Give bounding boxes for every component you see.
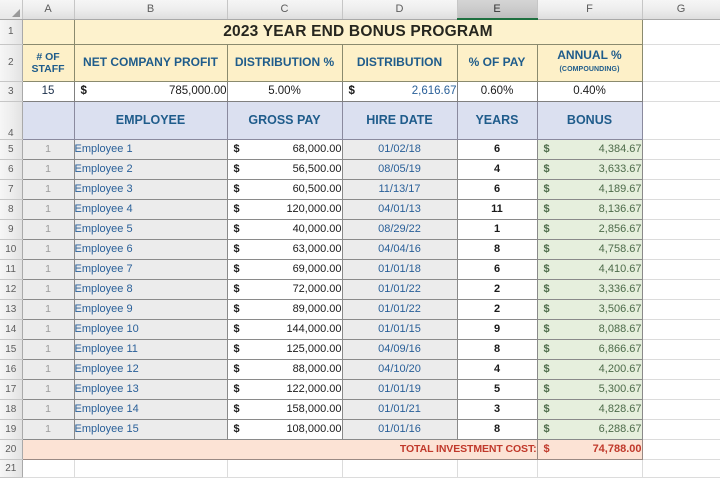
cell-years[interactable]: 6: [457, 179, 537, 199]
total-pad-b: [74, 439, 227, 459]
cell-years[interactable]: 4: [457, 359, 537, 379]
cell-bonus[interactable]: [537, 179, 642, 199]
empty-cell-g[interactable]: [642, 359, 720, 379]
row-header-1[interactable]: 1: [0, 19, 22, 44]
empty-cell-g[interactable]: [642, 279, 720, 299]
table-row: [0, 339, 720, 359]
empty-cell-g3[interactable]: [642, 81, 720, 101]
cell-hire-date[interactable]: 08/29/22: [342, 219, 457, 239]
cell-hire-date[interactable]: 04/01/13: [342, 199, 457, 219]
column-header-row: [0, 0, 720, 19]
cell-employee-name[interactable]: Employee 4: [74, 199, 227, 219]
cell-count[interactable]: 1: [22, 419, 74, 439]
empty-cell-g[interactable]: [642, 419, 720, 439]
table-row: [0, 419, 720, 439]
cell-employee-name[interactable]: Employee 15: [74, 419, 227, 439]
table-row: [0, 319, 720, 339]
cell-count[interactable]: 1: [22, 359, 74, 379]
cell-bonus[interactable]: [537, 159, 642, 179]
cell-bonus[interactable]: [537, 199, 642, 219]
table-row: [0, 259, 720, 279]
currency-symbol-icon: $: [543, 423, 550, 435]
value-num-of-staff[interactable]: 15: [22, 81, 74, 101]
cell-years[interactable]: 5: [457, 379, 537, 399]
cell-employee-name[interactable]: Employee 10: [74, 319, 227, 339]
table-header-bonus: BONUS: [537, 101, 642, 139]
table-header-employee: EMPLOYEE: [74, 101, 227, 139]
cell-hire-date[interactable]: 04/09/16: [342, 339, 457, 359]
cell-bonus-amount: 8,088.67: [598, 323, 642, 335]
cell-bonus-amount: 4,410.67: [598, 263, 642, 275]
cell-gross-pay[interactable]: [227, 339, 342, 359]
table-row: [0, 379, 720, 399]
cell-gross-pay[interactable]: [227, 219, 342, 239]
cell-employee-name[interactable]: Employee 14: [74, 399, 227, 419]
cell-hire-date[interactable]: 01/01/18: [342, 259, 457, 279]
cell-count[interactable]: 1: [22, 379, 74, 399]
currency-symbol-icon: $: [233, 223, 240, 235]
empty-cell-g[interactable]: [642, 299, 720, 319]
select-all-corner[interactable]: [0, 0, 22, 19]
cell-gross-pay[interactable]: [227, 239, 342, 259]
empty-cell-d21[interactable]: [342, 459, 457, 477]
cell-bonus[interactable]: [537, 259, 642, 279]
row-header-3[interactable]: 3: [0, 81, 22, 101]
currency-symbol-icon: $: [543, 323, 550, 335]
cell-gross-pay-amount: 120,000.00: [286, 203, 342, 215]
cell-bonus[interactable]: [537, 419, 642, 439]
currency-symbol-icon: $: [543, 403, 550, 415]
table-row: [0, 139, 720, 159]
cell-employee-name[interactable]: Employee 6: [74, 239, 227, 259]
cell-gross-pay[interactable]: [227, 379, 342, 399]
row-header-18[interactable]: 18: [0, 399, 22, 419]
currency-symbol-icon: $: [233, 423, 240, 435]
row-header-13[interactable]: 13: [0, 299, 22, 319]
cell-count[interactable]: 1: [22, 239, 74, 259]
cell-gross-pay-amount: 108,000.00: [286, 423, 342, 435]
currency-symbol-icon: $: [233, 283, 240, 295]
cell-gross-pay[interactable]: [227, 159, 342, 179]
empty-cell-a21[interactable]: [22, 459, 74, 477]
empty-cell-g[interactable]: [642, 399, 720, 419]
empty-cell-b21[interactable]: [74, 459, 227, 477]
cell-employee-name[interactable]: Employee 11: [74, 339, 227, 359]
cell-bonus[interactable]: [537, 139, 642, 159]
empty-cell-g4[interactable]: [642, 101, 720, 139]
currency-symbol-icon: $: [233, 203, 240, 215]
empty-cell-e21[interactable]: [457, 459, 537, 477]
row-header-14[interactable]: 14: [0, 319, 22, 339]
cell-bonus-amount: 8,136.67: [598, 203, 642, 215]
cell-hire-date[interactable]: 04/04/16: [342, 239, 457, 259]
table-header-gross-pay: GROSS PAY: [227, 101, 342, 139]
cell-years[interactable]: 4: [457, 159, 537, 179]
cell-gross-pay[interactable]: [227, 259, 342, 279]
cell-gross-pay-amount: 56,500.00: [292, 163, 342, 175]
cell-count[interactable]: 1: [22, 319, 74, 339]
column-header-c[interactable]: C: [227, 0, 342, 19]
table-row: [0, 399, 720, 419]
header-annual-pct-sub: (COMPOUNDING): [559, 66, 620, 73]
currency-symbol-icon: $: [543, 363, 550, 375]
cell-bonus[interactable]: [537, 299, 642, 319]
cell-years[interactable]: 6: [457, 139, 537, 159]
cell-bonus[interactable]: [537, 319, 642, 339]
cell-bonus-amount: 3,336.67: [598, 283, 642, 295]
cell-count[interactable]: 1: [22, 399, 74, 419]
row-header-12[interactable]: 12: [0, 279, 22, 299]
cell-years[interactable]: 8: [457, 239, 537, 259]
table-row: [0, 279, 720, 299]
cell-years[interactable]: 1: [457, 219, 537, 239]
column-header-b[interactable]: B: [74, 0, 227, 19]
empty-cell-g[interactable]: [642, 219, 720, 239]
row-header-17[interactable]: 17: [0, 379, 22, 399]
column-header-e[interactable]: E: [457, 0, 537, 19]
cell-years[interactable]: 8: [457, 419, 537, 439]
cell-years[interactable]: 11: [457, 199, 537, 219]
cell-hire-date[interactable]: 01/01/16: [342, 419, 457, 439]
header-staff-line2: STAFF: [31, 62, 65, 75]
cell-gross-pay-amount: 40,000.00: [292, 223, 342, 235]
title-left-pad: [22, 19, 74, 44]
value-net-company-profit[interactable]: [74, 81, 227, 101]
cell-hire-date[interactable]: 01/01/21: [342, 399, 457, 419]
currency-symbol-icon: $: [233, 403, 240, 415]
cell-gross-pay-amount: 144,000.00: [286, 323, 342, 335]
row-header-5[interactable]: 5: [0, 139, 22, 159]
header-annual-pct: [537, 44, 642, 81]
cell-years[interactable]: 6: [457, 259, 537, 279]
empty-cell-g[interactable]: [642, 379, 720, 399]
table-header-blank: [22, 101, 74, 139]
cell-gross-pay[interactable]: [227, 419, 342, 439]
cell-gross-pay[interactable]: [227, 279, 342, 299]
row-3: [0, 81, 720, 101]
row-header-11[interactable]: 11: [0, 259, 22, 279]
table-row: [0, 179, 720, 199]
header-distribution: DISTRIBUTION: [342, 44, 457, 81]
cell-bonus-amount: 4,189.67: [598, 183, 642, 195]
row-21: [0, 459, 720, 477]
cell-gross-pay-amount: 60,500.00: [292, 183, 342, 195]
currency-symbol-icon: $: [543, 343, 550, 355]
cell-bonus-amount: 3,633.67: [598, 163, 642, 175]
column-header-f[interactable]: F: [537, 0, 642, 19]
empty-cell-g20[interactable]: [642, 439, 720, 459]
cell-gross-pay-amount: 88,000.00: [292, 363, 342, 375]
cell-bonus-amount: 4,384.67: [598, 143, 642, 155]
table-row: [0, 159, 720, 179]
cell-years[interactable]: 9: [457, 319, 537, 339]
currency-symbol-icon: $: [233, 383, 240, 395]
currency-symbol-icon: $: [543, 283, 550, 295]
total-pad-c: [227, 439, 342, 459]
empty-cell-g1[interactable]: [642, 19, 720, 44]
empty-cell-g[interactable]: [642, 159, 720, 179]
table-row: [0, 199, 720, 219]
page-title: 2023 YEAR END BONUS PROGRAM: [74, 19, 642, 44]
cell-hire-date[interactable]: 01/01/22: [342, 299, 457, 319]
cell-years[interactable]: 2: [457, 279, 537, 299]
currency-symbol-icon: $: [233, 263, 240, 275]
cell-hire-date[interactable]: 01/01/22: [342, 279, 457, 299]
cell-bonus[interactable]: [537, 379, 642, 399]
cell-hire-date[interactable]: 08/05/19: [342, 159, 457, 179]
currency-symbol-icon: $: [543, 263, 550, 275]
row-header-16[interactable]: 16: [0, 359, 22, 379]
cell-count[interactable]: 1: [22, 219, 74, 239]
cell-years[interactable]: 2: [457, 299, 537, 319]
row-header-15[interactable]: 15: [0, 339, 22, 359]
cell-bonus-amount: 4,828.67: [598, 403, 642, 415]
currency-symbol-icon: $: [543, 223, 550, 235]
column-header-d[interactable]: D: [342, 0, 457, 19]
value-annual-pct[interactable]: 0.40%: [537, 81, 642, 101]
value-pct-of-pay[interactable]: 0.60%: [457, 81, 537, 101]
cell-hire-date[interactable]: 01/01/19: [342, 379, 457, 399]
column-header-g[interactable]: G: [642, 0, 720, 19]
empty-cell-g[interactable]: [642, 199, 720, 219]
table-row: [0, 239, 720, 259]
value-net-company-profit-amount: 785,000.00: [168, 85, 227, 97]
cell-bonus-amount: 3,506.67: [598, 303, 642, 315]
value-distribution-amount: 2,616.67: [411, 85, 457, 97]
cell-bonus[interactable]: [537, 279, 642, 299]
currency-symbol-icon: $: [543, 183, 550, 195]
cell-employee-name[interactable]: Employee 9: [74, 299, 227, 319]
cell-bonus-amount: 5,300.67: [598, 383, 642, 395]
cell-gross-pay-amount: 122,000.00: [286, 383, 342, 395]
total-value-amount: 74,788.00: [592, 443, 642, 455]
row-20: [0, 439, 720, 459]
cell-employee-name[interactable]: Employee 1: [74, 139, 227, 159]
table-body: [0, 139, 720, 439]
empty-cell-g[interactable]: [642, 339, 720, 359]
currency-symbol-icon: $: [543, 383, 550, 395]
cell-gross-pay[interactable]: [227, 359, 342, 379]
row-header-9[interactable]: 9: [0, 219, 22, 239]
header-pct-of-pay: % OF PAY: [457, 44, 537, 81]
select-all-triangle-icon: [12, 9, 20, 17]
cell-bonus[interactable]: [537, 359, 642, 379]
currency-symbol-icon: $: [543, 163, 550, 175]
currency-symbol-icon: $: [543, 443, 550, 455]
currency-symbol-icon: $: [543, 143, 550, 155]
row-2: [0, 44, 720, 81]
currency-symbol-icon: $: [543, 243, 550, 255]
row-header-7[interactable]: 7: [0, 179, 22, 199]
empty-cell-g[interactable]: [642, 239, 720, 259]
header-net-company-profit: NET COMPANY PROFIT: [74, 44, 227, 81]
empty-cell-g[interactable]: [642, 139, 720, 159]
cell-gross-pay[interactable]: [227, 299, 342, 319]
column-header-a[interactable]: A: [22, 0, 74, 19]
cell-hire-date[interactable]: 04/10/20: [342, 359, 457, 379]
table-header-years: YEARS: [457, 101, 537, 139]
cell-bonus[interactable]: [537, 239, 642, 259]
row-1: [0, 19, 720, 44]
cell-hire-date[interactable]: 01/02/18: [342, 139, 457, 159]
currency-symbol-icon: $: [233, 363, 240, 375]
cell-bonus-amount: 4,200.67: [598, 363, 642, 375]
cell-bonus[interactable]: [537, 219, 642, 239]
cell-gross-pay-amount: 68,000.00: [292, 143, 342, 155]
currency-symbol-icon: $: [233, 343, 240, 355]
cell-gross-pay[interactable]: [227, 319, 342, 339]
total-pad-a: [22, 439, 74, 459]
row-4: [0, 101, 720, 139]
cell-gross-pay[interactable]: [227, 179, 342, 199]
cell-gross-pay-amount: 125,000.00: [286, 343, 342, 355]
cell-count[interactable]: 1: [22, 139, 74, 159]
row-header-19[interactable]: 19: [0, 419, 22, 439]
cell-employee-name[interactable]: Employee 3: [74, 179, 227, 199]
row-header-2[interactable]: 2: [0, 44, 22, 81]
cell-bonus-amount: 2,856.67: [598, 223, 642, 235]
currency-symbol-icon: $: [233, 143, 240, 155]
currency-symbol-icon: $: [543, 203, 550, 215]
cell-count[interactable]: 1: [22, 259, 74, 279]
table-row: [0, 299, 720, 319]
cell-gross-pay-amount: 69,000.00: [292, 263, 342, 275]
cell-bonus[interactable]: [537, 399, 642, 419]
header-staff-line1: # OF: [36, 50, 60, 63]
cell-gross-pay[interactable]: [227, 399, 342, 419]
table-row: [0, 219, 720, 239]
total-value[interactable]: [537, 439, 642, 459]
value-distribution[interactable]: [342, 81, 457, 101]
currency-symbol-icon: $: [233, 243, 240, 255]
row-header-20[interactable]: 20: [0, 439, 22, 459]
currency-symbol-icon: $: [233, 303, 240, 315]
cell-gross-pay[interactable]: [227, 199, 342, 219]
cell-years[interactable]: 3: [457, 399, 537, 419]
cell-bonus-amount: 4,758.67: [598, 243, 642, 255]
currency-symbol-icon: $: [233, 183, 240, 195]
cell-gross-pay-amount: 63,000.00: [292, 243, 342, 255]
currency-symbol-icon: $: [80, 85, 87, 97]
header-annual-pct-label: ANNUAL %: [557, 48, 622, 62]
cell-bonus[interactable]: [537, 339, 642, 359]
cell-years[interactable]: 8: [457, 339, 537, 359]
currency-symbol-icon: $: [543, 303, 550, 315]
value-distribution-pct[interactable]: 5.00%: [227, 81, 342, 101]
header-distribution-pct: DISTRIBUTION %: [227, 44, 342, 81]
cell-hire-date[interactable]: 11/13/17: [342, 179, 457, 199]
cell-hire-date[interactable]: 01/01/15: [342, 319, 457, 339]
cell-count[interactable]: 1: [22, 199, 74, 219]
row-header-6[interactable]: 6: [0, 159, 22, 179]
empty-cell-g[interactable]: [642, 259, 720, 279]
cell-employee-name[interactable]: Employee 13: [74, 379, 227, 399]
cell-employee-name[interactable]: Employee 2: [74, 159, 227, 179]
row-header-8[interactable]: 8: [0, 199, 22, 219]
cell-count[interactable]: 1: [22, 339, 74, 359]
currency-symbol-icon: $: [233, 323, 240, 335]
cell-count[interactable]: 1: [22, 159, 74, 179]
empty-cell-g2[interactable]: [642, 44, 720, 81]
cell-count[interactable]: 1: [22, 299, 74, 319]
cell-employee-name[interactable]: Employee 8: [74, 279, 227, 299]
cell-count[interactable]: 1: [22, 179, 74, 199]
cell-count[interactable]: 1: [22, 279, 74, 299]
empty-cell-g[interactable]: [642, 179, 720, 199]
cell-employee-name[interactable]: Employee 12: [74, 359, 227, 379]
currency-symbol-icon: $: [233, 163, 240, 175]
empty-cell-f21[interactable]: [537, 459, 642, 477]
cell-bonus-amount: 6,288.67: [598, 423, 642, 435]
table-row: [0, 359, 720, 379]
cell-gross-pay[interactable]: [227, 139, 342, 159]
cell-bonus-amount: 6,866.67: [598, 343, 642, 355]
empty-cell-c21[interactable]: [227, 459, 342, 477]
table-header-hire-date: HIRE DATE: [342, 101, 457, 139]
cell-gross-pay-amount: 72,000.00: [292, 283, 342, 295]
total-label: TOTAL INVESTMENT COST:: [342, 439, 537, 459]
header-num-of-staff: [22, 44, 74, 81]
currency-symbol-icon: $: [348, 85, 355, 97]
empty-cell-g[interactable]: [642, 319, 720, 339]
cell-employee-name[interactable]: Employee 5: [74, 219, 227, 239]
row-header-21[interactable]: 21: [0, 459, 22, 477]
cell-gross-pay-amount: 89,000.00: [292, 303, 342, 315]
empty-cell-g21[interactable]: [642, 459, 720, 477]
row-header-4[interactable]: 4: [0, 101, 22, 139]
cell-employee-name[interactable]: Employee 7: [74, 259, 227, 279]
row-header-10[interactable]: 10: [0, 239, 22, 259]
cell-gross-pay-amount: 158,000.00: [286, 403, 342, 415]
